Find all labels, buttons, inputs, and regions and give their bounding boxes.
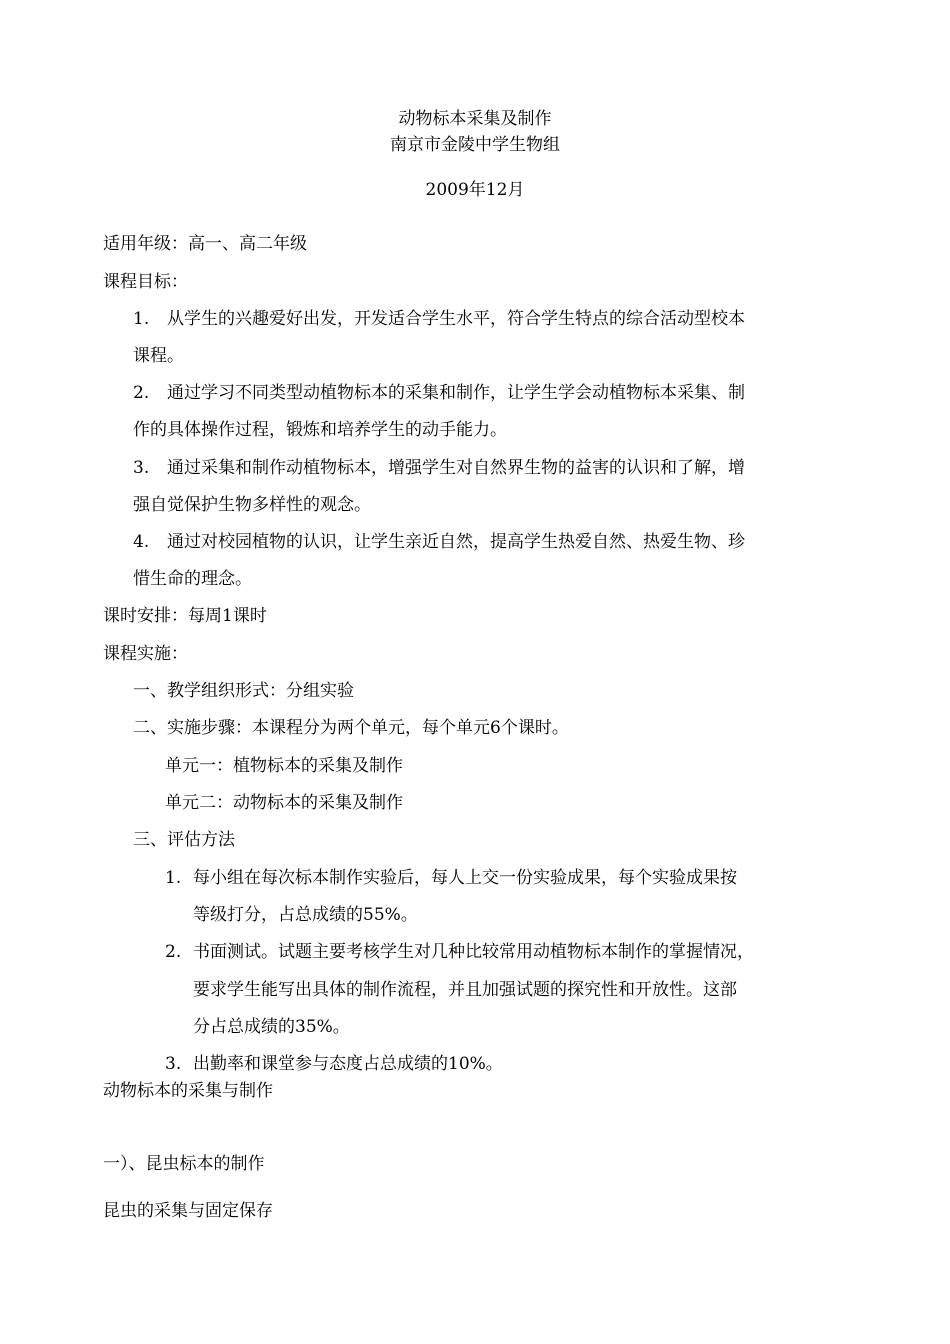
goal-number: 3.	[133, 458, 150, 478]
implementation-steps: 二、实施步骤：本课程分为两个单元，每个单元6个课时。	[133, 718, 569, 738]
evaluation-label: 三、评估方法	[133, 830, 235, 850]
goal-item-3-cont: 强自觉保护生物多样性的观念。	[133, 495, 371, 515]
evaluation-text: 出勤率和课堂参与态度占总成绩的10%。	[193, 1054, 503, 1074]
goal-item-4	[133, 532, 745, 552]
goal-item-3	[133, 458, 745, 478]
goal-item-2	[133, 383, 745, 403]
goal-text: 通过对校园植物的认识，让学生亲近自然，提高学生热爱自然、热爱生物、珍	[167, 532, 745, 552]
schedule-line: 课时安排：每周1课时	[103, 606, 267, 626]
evaluation-item-2-cont: 要求学生能写出具体的制作流程，并且加强试题的探究性和开放性。这部	[193, 980, 737, 1000]
evaluation-number: 2.	[165, 942, 182, 962]
goal-item-1	[133, 309, 745, 329]
goal-item-1-cont: 课程。	[133, 346, 184, 366]
goal-number: 1.	[133, 309, 150, 329]
evaluation-item-2-cont2: 分占总成绩的35%。	[193, 1017, 350, 1037]
evaluation-text: 每小组在每次标本制作实验后，每人上交一份实验成果，每个实验成果按	[193, 868, 737, 888]
goal-text: 通过采集和制作动植物标本，增强学生对自然界生物的益害的认识和了解，增	[167, 458, 745, 478]
goals-label: 课程目标：	[103, 272, 188, 292]
grade-line: 适用年级：高一、高二年级	[103, 234, 307, 254]
section-heading: 动物标本的采集与制作	[103, 1081, 273, 1101]
unit-2: 单元二：动物标本的采集及制作	[165, 793, 403, 813]
document-author: 南京市金陵中学生物组	[390, 135, 560, 155]
goal-item-2-cont: 作的具体操作过程，锻炼和培养学生的动手能力。	[133, 420, 507, 440]
document-title: 动物标本采集及制作	[398, 109, 552, 129]
goal-text: 从学生的兴趣爱好出发，开发适合学生水平，符合学生特点的综合活动型校本	[167, 309, 745, 329]
goal-number: 4.	[133, 532, 150, 552]
teaching-form: 一、教学组织形式：分组实验	[133, 681, 354, 701]
document-date: 2009年12月	[425, 180, 525, 200]
unit-1: 单元一：植物标本的采集及制作	[165, 756, 403, 776]
implementation-label: 课程实施：	[103, 644, 188, 664]
evaluation-item-1-cont: 等级打分，占总成绩的55%。	[193, 905, 418, 925]
subsection-title: 昆虫的采集与固定保存	[103, 1201, 273, 1221]
subsection-heading: 一）、昆虫标本的制作	[103, 1154, 265, 1174]
evaluation-number: 1.	[165, 868, 182, 888]
evaluation-number: 3.	[165, 1054, 182, 1074]
goal-text: 通过学习不同类型动植物标本的采集和制作，让学生学会动植物标本采集、制	[167, 383, 745, 403]
goal-number: 2.	[133, 383, 150, 403]
evaluation-item-3	[165, 1054, 503, 1074]
goal-item-4-cont: 惜生命的理念。	[133, 569, 252, 589]
evaluation-item-1	[165, 868, 737, 888]
evaluation-text: 书面测试。试题主要考核学生对几种比较常用动植物标本制作的掌握情况，	[193, 942, 754, 962]
evaluation-item-2	[165, 942, 754, 962]
